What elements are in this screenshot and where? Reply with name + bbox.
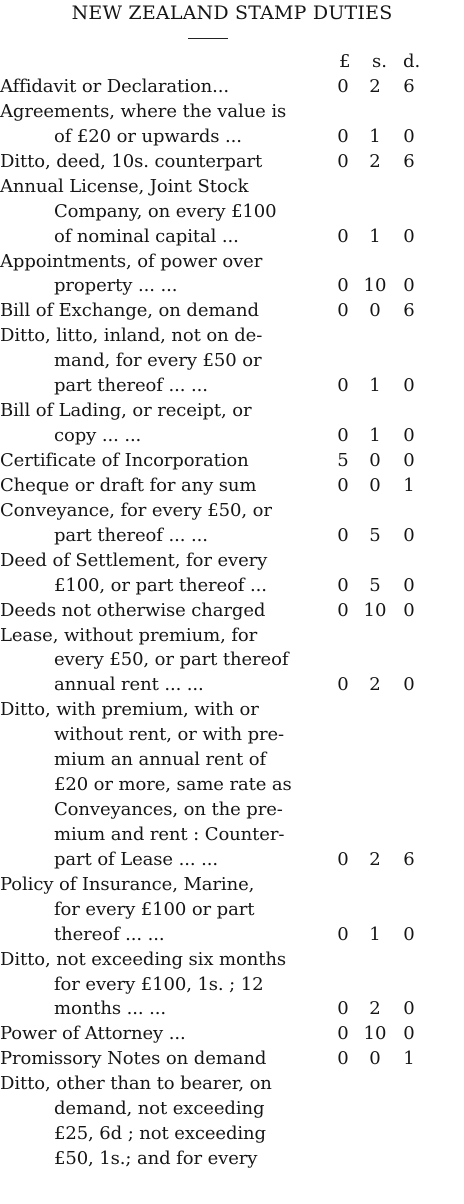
duty-line-text: demand, not exceeding [54, 1098, 265, 1120]
amount-shillings: 2 [369, 998, 381, 1020]
duty-line-text: Conveyance, for every £50, or [0, 499, 272, 521]
duty-line-text: Bill of Exchange, on demand [0, 300, 259, 322]
amount-shillings: 1 [369, 125, 381, 147]
amount-pounds: 0 [337, 848, 349, 870]
duty-line [0, 74, 464, 99]
duty-line-text: Power of Attorney ... [0, 1023, 186, 1045]
amount-pence: 6 [403, 150, 415, 172]
amount-shillings: 10 [363, 599, 387, 621]
amount-shillings: 1 [369, 375, 381, 397]
duty-line [0, 99, 464, 124]
amount-pounds: 0 [337, 425, 349, 446]
amount-pence: 6 [403, 300, 415, 322]
header-shillings: s. [372, 51, 387, 72]
amount-pounds: 0 [337, 923, 349, 945]
duty-line [0, 149, 464, 174]
duty-line-text: Ditto, deed, 10s. counterpart [0, 150, 263, 172]
amount-pence: 6 [403, 848, 415, 870]
header-pounds: £ [339, 51, 351, 72]
duty-line-text: Appointments, of power over [0, 250, 263, 272]
duty-line [0, 922, 464, 947]
duty-line [0, 1121, 464, 1146]
duty-line-text: Agreements, where the value is [0, 100, 287, 122]
amount-shillings: 5 [369, 574, 381, 596]
duty-line [0, 598, 464, 623]
duty-line-text: for every £100 or part [54, 898, 255, 920]
duty-line [0, 772, 464, 797]
amount-pence: 6 [403, 76, 415, 97]
amount-shillings: 0 [369, 300, 381, 322]
duty-line [0, 249, 464, 274]
amount-pence: 0 [403, 674, 415, 696]
duty-line [0, 323, 464, 348]
header-pence: d. [403, 51, 421, 72]
amount-pence: 0 [403, 225, 415, 247]
amount-pence: 1 [403, 474, 415, 496]
amount-shillings: 1 [369, 425, 381, 446]
amount-shillings: 5 [369, 524, 381, 546]
amount-pounds: 0 [337, 599, 349, 621]
duty-line-text: £100, or part thereof ... [54, 574, 267, 596]
duty-line [0, 872, 464, 897]
duty-line [0, 199, 464, 224]
duty-line-text: Deeds not otherwise charged [0, 599, 266, 621]
duty-line [0, 174, 464, 199]
amount-pounds: 0 [337, 125, 349, 147]
duty-line-text: for every £100, 1s. ; 12 [54, 973, 264, 995]
duty-line-text: of £20 or upwards ... [54, 125, 242, 147]
duty-line-text: Ditto, litto, inland, not on de- [0, 325, 263, 347]
amount-pence: 0 [403, 998, 415, 1020]
duty-line [0, 273, 464, 298]
amount-pounds: 5 [337, 449, 349, 471]
amount-pounds: 0 [337, 674, 349, 696]
duty-line [0, 647, 464, 672]
duty-line-text: Deed of Settlement, for every [0, 549, 268, 571]
duty-line [0, 423, 464, 448]
page-title: NEW ZEALAND STAMP DUTIES [71, 2, 393, 24]
amount-pounds: 0 [337, 150, 349, 172]
amount-shillings: 2 [369, 150, 381, 172]
duty-line-text: months ... ... [54, 998, 166, 1020]
duty-line [0, 722, 464, 747]
duty-line [0, 124, 464, 149]
amount-pounds: 0 [337, 474, 349, 496]
amount-pounds: 0 [337, 574, 349, 596]
duty-line-text: annual rent ... ... [54, 674, 204, 696]
duty-line [0, 573, 464, 598]
duty-line [0, 972, 464, 997]
duty-line [0, 298, 464, 323]
duty-line-text: every £50, or part thereof [54, 649, 289, 671]
duty-line-text: Annual License, Joint Stock [0, 175, 249, 197]
duty-line-text: £20 or more, same rate as [54, 774, 292, 795]
amount-pounds: 0 [337, 524, 349, 546]
duty-line-text: Company, on every £100 [54, 200, 277, 222]
duty-line [0, 348, 464, 373]
duty-line-text: copy ... ... [54, 425, 142, 446]
duty-line [0, 847, 464, 872]
duty-line-text: part thereof ... ... [54, 524, 208, 546]
amount-pence: 0 [403, 125, 415, 147]
duty-line [0, 224, 464, 249]
duty-line-text: of nominal capital ... [54, 225, 239, 247]
title-divider [188, 38, 228, 39]
amount-pence: 0 [403, 275, 415, 297]
duty-line-text: Bill of Lading, or receipt, or [0, 400, 252, 422]
amount-shillings: 0 [369, 1048, 381, 1070]
duty-line-text: £25, 6d ; not exceeding [54, 1123, 266, 1145]
duty-line [0, 672, 464, 697]
duty-line-text: part thereof ... ... [54, 375, 208, 397]
duty-line-text: Policy of Insurance, Marine, [0, 873, 255, 895]
amount-shillings: 2 [369, 674, 381, 696]
duty-line-text: mium and rent : Counter- [54, 823, 285, 845]
duty-line-text: Ditto, with premium, with or [0, 699, 259, 721]
duty-line [0, 398, 464, 423]
duty-line [0, 548, 464, 573]
duty-line [0, 1146, 464, 1171]
duty-line-text: Certificate of Incorporation [0, 449, 249, 471]
duty-line [0, 473, 464, 498]
duty-line [0, 1046, 464, 1071]
amount-pence: 0 [403, 449, 415, 471]
amount-shillings: 2 [369, 848, 381, 870]
duty-line [0, 747, 464, 772]
duty-line-text: Lease, without premium, for [0, 624, 258, 646]
amount-pence: 0 [403, 923, 415, 945]
amount-shillings: 0 [369, 449, 381, 471]
amount-pence: 0 [403, 524, 415, 546]
duty-line-text: without rent, or with pre- [54, 724, 285, 746]
duty-line-text: Ditto, other than to bearer, on [0, 1073, 272, 1095]
duty-line [0, 623, 464, 648]
amount-pence: 0 [403, 1023, 415, 1045]
duty-line [0, 996, 464, 1021]
amount-pence: 0 [403, 375, 415, 397]
amount-pounds: 0 [337, 300, 349, 322]
amount-pence: 0 [403, 574, 415, 596]
duty-line [0, 498, 464, 523]
duty-line-text: property ... ... [54, 275, 178, 297]
duty-line-text: Affidavit or Declaration... [0, 76, 229, 97]
amount-pounds: 0 [337, 1048, 349, 1070]
amount-pounds: 0 [337, 76, 349, 97]
amount-pounds: 0 [337, 275, 349, 297]
duty-line-text: £50, 1s.; and for every [54, 1148, 258, 1169]
duty-line [0, 1071, 464, 1096]
duty-line-text: Cheque or draft for any sum [0, 474, 257, 496]
amount-shillings: 2 [369, 76, 381, 97]
amount-pounds: 0 [337, 998, 349, 1020]
duty-line [0, 822, 464, 847]
amount-shillings: 10 [363, 275, 387, 297]
duty-line-text: Promissory Notes on demand [0, 1048, 267, 1070]
amount-shillings: 1 [369, 225, 381, 247]
duty-line-text: Ditto, not exceeding six months [0, 948, 286, 970]
duty-line [0, 1096, 464, 1121]
duty-line [0, 373, 464, 398]
amount-pence: 0 [403, 599, 415, 621]
amount-pounds: 0 [337, 225, 349, 247]
duty-line-text: mium an annual rent of [54, 749, 267, 771]
duty-line-text: thereof ... ... [54, 923, 165, 945]
duty-line-text: Conveyances, on the pre- [54, 799, 283, 820]
duty-line [0, 897, 464, 922]
amount-pounds: 0 [337, 375, 349, 397]
amount-pence: 1 [403, 1048, 415, 1070]
duty-line [0, 448, 464, 473]
duty-line [0, 797, 464, 822]
amount-shillings: 10 [363, 1023, 387, 1045]
duty-line-text: mand, for every £50 or [54, 350, 262, 372]
amount-shillings: 0 [369, 474, 381, 496]
duty-line [0, 947, 464, 972]
duty-line [0, 697, 464, 722]
duty-line [0, 1021, 464, 1046]
amount-pounds: 0 [337, 1023, 349, 1045]
amount-pence: 0 [403, 425, 415, 446]
duty-line [0, 523, 464, 548]
amount-shillings: 1 [369, 923, 381, 945]
duty-line-text: part of Lease ... ... [54, 848, 218, 870]
